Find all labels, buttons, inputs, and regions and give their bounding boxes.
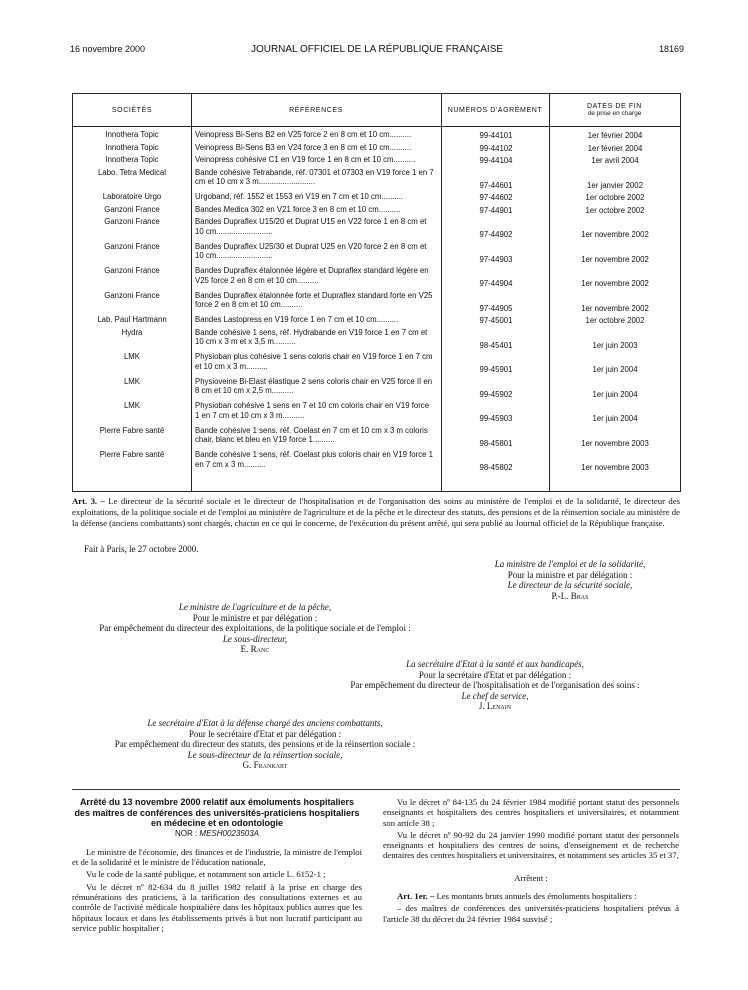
cell-numero: 97-44602 (479, 193, 513, 202)
col-header-references: RÉFÉRENCES (289, 106, 343, 114)
page-header (70, 44, 684, 58)
signature-defense-line4: Le sous-directeur de la réinsertion sociale, (187, 749, 343, 760)
nor-label: NOR : (174, 828, 200, 838)
cell-societe: Pierre Fabre santé (99, 450, 165, 459)
signature-emploi-line2: Pour la ministre et par délégation : (507, 569, 633, 580)
cell-societe: LMK (123, 376, 141, 386)
table-row (73, 376, 680, 401)
arrete-left-column (72, 797, 362, 935)
nor-code: MESH0023503A (199, 828, 260, 838)
cell-numero: 97-44902 (479, 230, 513, 239)
col-header-numeros: NUMÉROS D'AGRÉMENT (447, 106, 543, 114)
table-row (73, 449, 680, 474)
header-date: 16 novembre 2000 (70, 44, 146, 54)
paragraph: Vu le code de la santé publique, et notamment son article L. 6152-1 ; (86, 869, 326, 880)
cell-numero: 97-44901 (479, 205, 513, 215)
arrete-title: Arrêté du 13 novembre 2000 relatif aux émoluments hospitaliers des maîtres de conférences des universités-praticiens hospitaliers en médecine et en odontologie (74, 797, 360, 828)
cell-date: 1er juin 2004 (592, 389, 638, 399)
article-1-text: Les montants bruts annuels des émoluments hospitaliers : (434, 891, 637, 902)
section-divider (72, 789, 680, 790)
cell-reference: Bandes Dupraflex étalonnée forte et Dupraflex standard forte en V25 force 2 en 8 cm et 10 cm.......... (195, 290, 433, 309)
cell-date: 1er novembre 2002 (581, 254, 649, 264)
cell-reference: Urgoband, réf. 1552 et 1553 en V19 en 7 cm et 10 cm.......... (195, 192, 404, 201)
table-row (73, 204, 680, 217)
table-row (73, 327, 680, 352)
cell-reference: Bande cohésive Tetrabande, réf. 07301 et 07303 en V19 force 1 en 7 cm et 10 cm x 3 m.......................... (195, 167, 434, 186)
cell-reference: Bandes Medica 302 en V21 force 3 en 8 cm et 10 cm.......... (195, 204, 401, 214)
cell-numero: 99-45901 (479, 365, 513, 374)
cell-reference: Physioban cohésive 1 sens en 7 et 10 cm coloris chair en V19 force 1 en 7 cm et 10 cm x 3 m.......... (195, 401, 430, 420)
signature-sante-line2: Pour la secrétaire d'Etat et par délégation : (418, 669, 572, 680)
cell-societe: Pierre Fabre santé (99, 425, 165, 435)
signature-agriculture-name: E. Ranc (240, 644, 270, 655)
signature-sante (310, 659, 680, 712)
table-header (73, 94, 680, 127)
signature-agriculture-line3: Par empêchement du directeur des exploitations, de la politique sociale et de l'emploi : (99, 623, 411, 634)
signature-agriculture-line4: Le sous-directeur, (222, 633, 288, 644)
cell-date: 1er novembre 2003 (581, 463, 649, 472)
cell-date: 1er janvier 2002 (587, 180, 643, 190)
cell-reference: Bande cohésive 1 sens, réf. Hydrabande en V19 force 1 en 7 cm et 10 cm x 3 m et x 3,5 m.......... (195, 327, 428, 346)
signature-defense-line2: Pour le secrétaire d'Etat et par délégation : (188, 728, 342, 739)
table-row (73, 216, 680, 241)
cell-date: 1er juin 2003 (592, 340, 638, 350)
signature-emploi-line3: Le directeur de la sécurité sociale, (507, 580, 633, 591)
table-row (73, 129, 680, 142)
cell-numero: 99-44102 (479, 143, 513, 153)
cell-date: 1er novembre 2002 (581, 230, 649, 239)
signature-agriculture-line2: Pour le ministre et par délégation : (192, 612, 318, 623)
cell-date: 1er octobre 2002 (585, 205, 645, 215)
col-header-dates (549, 94, 680, 126)
cell-numero: 99-44101 (479, 131, 513, 140)
article-1 (383, 891, 679, 901)
table-row (73, 290, 680, 315)
signature-sante-line4: Le chef de service, (461, 690, 529, 701)
cell-numero: 98-45802 (479, 463, 513, 472)
cell-reference: Bandes Dupraflex U15/20 et Duprat U15 en V22 force 1 en 8 cm et 10 cm.......................... (195, 217, 427, 236)
cell-date: 1er juin 2004 (592, 365, 638, 374)
cell-numero: 98-45401 (479, 340, 513, 350)
signature-defense (75, 718, 455, 771)
signature-agriculture (75, 602, 435, 655)
cell-date: 1er février 2004 (587, 143, 643, 153)
cell-societe: Lab. Paul Hartmann (97, 315, 167, 324)
arretent: Arrêtent : (514, 872, 548, 883)
cell-date: 1er octobre 2002 (585, 193, 645, 202)
cell-numero: 99-45902 (479, 389, 513, 399)
cell-societe: Ganzoni France (104, 217, 160, 226)
paragraph: Le ministre de l'économie, des finances et de l'industrie, la ministre de l'emploi et de la solidarité et le ministre de l'éducation nationale, (72, 846, 362, 868)
cell-numero: 97-44903 (479, 254, 513, 264)
cell-numero: 99-45903 (479, 414, 513, 423)
signature-agriculture-line1: Le ministre de l'agriculture et de la pêche, (178, 602, 332, 612)
cell-societe: Labo. Tetra Medical (98, 167, 166, 177)
col-header-societes: SOCIÉTÉS (111, 106, 153, 114)
signature-emploi (430, 559, 710, 601)
table-row (73, 167, 680, 192)
paragraph: Vu le décret nº 82-634 du 8 juillet 1982 relatif à la prise en charge des rémunérations des praticiens, à la tarification des consultations externes et au contrôle de l'activité médicale hospitalière dans les hôpitaux publics autres que les hôpitaux locaux et dans les établissements privés à but non lucratif participant au service public hospitalier ; (72, 881, 362, 933)
col-header-dates-line1: DATES DE FIN (587, 103, 642, 110)
paragraph: Vu le décret nº 90-92 du 24 janvier 1990 modifié portant statut des personnels enseignants et hospitaliers des centres de soins, d'enseignement et de recherche dentaires des centres hospitaliers et universitaires, et notamment ses articles 35 et 37, (383, 829, 679, 861)
cell-date: 1er novembre 2002 (581, 279, 649, 288)
cell-reference: Physioban plus cohésive 1 sens coloris chair en V19 force 1 en 7 cm et 10 cm x 3 m.......... (195, 352, 433, 371)
article-3-label: Art. 3. – (72, 496, 105, 506)
cell-reference: Bandes Dupraflex U25/30 et Duprat U25 en V20 force 2 en 8 cm et 10 cm.......................... (195, 241, 427, 260)
cell-societe: Ganzoni France (104, 266, 160, 275)
cell-numero: 97-45001 (479, 316, 513, 325)
cell-societe: Ganzoni France (104, 204, 160, 214)
cell-numero: 97-44904 (479, 279, 513, 288)
cell-date: 1er novembre 2003 (581, 438, 649, 448)
table-row (73, 241, 680, 266)
table-row (73, 142, 680, 155)
table-row (73, 191, 680, 204)
agrement-table (72, 93, 681, 492)
cell-societe: LMK (123, 352, 141, 361)
arrete-right-column (383, 797, 679, 926)
table-row (73, 351, 680, 376)
cell-societe: Innothera Topic (105, 130, 159, 139)
cell-societe: LMK (123, 401, 141, 410)
cell-societe: Hydra (121, 327, 143, 337)
nor-line (72, 829, 362, 839)
cell-societe: Ganzoni France (104, 241, 160, 251)
article-1-bullet: – des maîtres de conférences des universités-praticiens hospitaliers prévus à l'article 38 du décret du 24 février 1984 susvisé ; (383, 903, 679, 924)
cell-reference: Veinopress Bi-Sens B3 en V24 force 3 en 8 cm et 10 cm.......... (195, 142, 412, 152)
signature-emploi-name: P.-L. Bras (551, 590, 589, 601)
cell-reference: Bandes Dupraflex étalonnée légère et Dupraflex standard légère en V25 force 2 en 8 cm et 10 cm.......... (195, 266, 429, 285)
col-header-dates-line2: de prise en charge (587, 110, 642, 117)
cell-reference: Veinopress Bi-Sens B2 en V25 force 2 en 8 cm et 10 cm.......... (195, 130, 412, 139)
table-row (73, 314, 680, 327)
cell-date: 1er octobre 2002 (585, 316, 645, 325)
cell-reference: Bande cohésive 1 sens, réf. Coelast plus coloris chair en V19 force 1 en 7 cm x 3 m.......... (195, 450, 433, 469)
cell-date: 1er juin 2004 (592, 414, 638, 423)
header-journal-title: JOURNAL OFFICIEL DE LA RÉPUBLIQUE FRANÇAISE (250, 44, 504, 55)
table-row (73, 425, 680, 450)
signature-sante-line3: Par empêchement du directeur de l'hospitalisation et de l'organisation des soins : (350, 680, 640, 691)
paragraph: Vu le décret nº 84-135 du 24 février 1984 modifié portant statut des personnels enseignants et hospitaliers des centres hospitaliers et universitaires, et notamment son article 38 ; (383, 797, 679, 828)
signature-emploi-line1: La ministre de l'emploi et de la solidarité, (494, 559, 646, 569)
cell-societe: Innothera Topic (105, 155, 159, 164)
table-row (73, 400, 680, 425)
article-3-text: Le directeur de la sécurité sociale et le directeur de l'hospitalisation et de l'organisation des soins au ministère de l'emploi et de la solidarité, le directeur des exploitations, de la politique sociale et de l'emploi au ministère de l'agriculture et de la pêche et le directeur des statuts, des pensions et de la réinsertion sociale au ministère de la défense (anciens combattants) sont chargés, chacun en ce qui le concerne, de l'exécution du présent arrêté, qui sera publié au Journal officiel de la République française. (72, 496, 680, 528)
article-1-label: Art. 1er. – (397, 891, 435, 902)
cell-societe: Ganzoni France (104, 290, 160, 300)
cell-date: 1er avril 2004 (591, 156, 639, 165)
cell-reference: Veinopress cohésive C1 en V19 force 1 en 8 cm et 10 cm.......... (195, 155, 416, 164)
signature-defense-line3: Par empêchement du directeur des statuts, des pensions et de la réinsertion sociale : (114, 739, 416, 750)
table-row (73, 154, 680, 167)
cell-numero: 97-44905 (479, 303, 513, 313)
cell-reference: Bandes Lastopress en V19 force 1 en 7 cm et 10 cm.......... (195, 315, 399, 324)
cell-date: 1er novembre 2002 (581, 303, 649, 313)
cell-societe: Laboratoire Urgo (102, 192, 162, 201)
cell-societe: Innothera Topic (105, 142, 159, 152)
signature-sante-line1: La secrétaire d'Etat à la santé et aux handicapés, (406, 659, 584, 669)
cell-date: 1er février 2004 (587, 131, 643, 140)
cell-reference: Bande cohésive 1 sens, réf. Coelast en 7 cm et 10 cm x 3 m coloris chair, blanc et bleu en V19 force 1.......... (195, 425, 428, 444)
cell-numero: 97-44601 (479, 180, 513, 190)
signature-defense-name: G. Frankart (242, 760, 288, 771)
header-page-number: 18169 (658, 44, 684, 54)
cell-reference: Physioveine Bi-Elast élastique 2 sens coloris chair en V25 force II en 8 cm et 10 cm x 2,5 m.......... (195, 376, 433, 395)
cell-numero: 99-44104 (479, 156, 513, 165)
signature-defense-line1: Le secrétaire d'Etat à la défense chargé des anciens combattants, (147, 718, 383, 728)
signature-sante-name: J. Lenain (478, 701, 512, 712)
cell-numero: 98-45801 (479, 438, 513, 448)
table-row (73, 265, 680, 290)
fait-a-paris: Fait à Paris, le 27 octobre 2000. (84, 544, 199, 554)
article-3 (72, 496, 680, 529)
